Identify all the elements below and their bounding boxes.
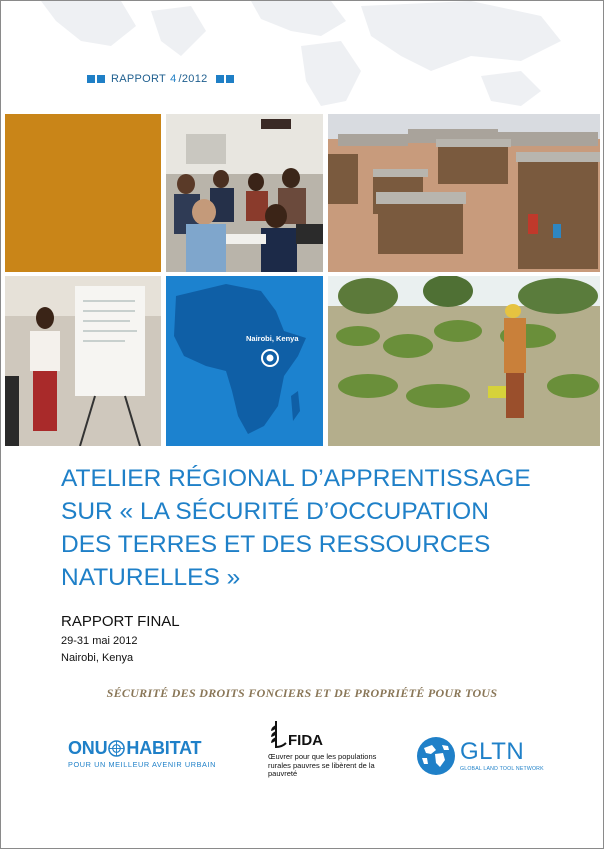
africa-map-tile — [166, 276, 323, 446]
un-habitat-tagline: POUR UN MEILLEUR AVENIR URBAIN — [68, 760, 217, 769]
workshop-participants-photo — [166, 114, 323, 272]
title-line: NATURELLES » — [61, 564, 241, 591]
map-city-label: Nairobi, Kenya — [246, 334, 299, 343]
fida-name: FIDA — [288, 732, 323, 749]
un-habitat-left: ONU — [68, 738, 108, 758]
title-line: ATELIER RÉGIONAL D’APPRENTISSAGE — [61, 465, 531, 492]
tagline: SÉCURITÉ DES DROITS FONCIERS ET DE PROPRIÉTÉ POUR TOUS — [106, 686, 498, 700]
report-location: Nairobi, Kenya — [61, 652, 134, 664]
gltn-logo — [416, 736, 544, 776]
orange-color-block — [5, 114, 161, 272]
wheat-ear-icon — [268, 719, 288, 749]
blue-square-icon — [97, 75, 105, 83]
report-number-label — [87, 73, 236, 85]
blue-square-icon — [87, 75, 95, 83]
gltn-tagline: GLOBAL LAND TOOL NETWORK — [460, 766, 544, 772]
fida-tagline: Œuvrer pour que les populations rurales pauvres se libèrent de la pauvreté — [268, 752, 377, 778]
title-line: DES TERRES ET DES RESSOURCES — [61, 531, 491, 558]
farmer-watering-photo — [328, 276, 600, 446]
presenter-flipchart-photo — [5, 276, 161, 446]
report-subtitle: RAPPORT FINAL — [61, 613, 180, 630]
title-line: SUR « LA SÉCURITÉ D’OCCUPATION — [61, 498, 489, 525]
report-year: /2012 — [178, 73, 208, 85]
gltn-name: GLTN — [460, 738, 525, 765]
un-emblem-icon — [108, 740, 125, 757]
informal-settlement-photo — [328, 114, 600, 272]
report-number: 4 — [170, 73, 177, 85]
un-habitat-logo — [68, 738, 216, 769]
report-dates: 29-31 mai 2012 — [61, 635, 138, 647]
globe-icon — [416, 736, 456, 776]
world-map-background — [1, 1, 603, 111]
report-title — [61, 462, 581, 594]
blue-square-icon — [226, 75, 234, 83]
report-prefix: RAPPORT — [111, 73, 167, 85]
un-habitat-right: HABITAT — [126, 738, 202, 758]
fida-logo — [268, 719, 378, 779]
blue-square-icon — [216, 75, 224, 83]
